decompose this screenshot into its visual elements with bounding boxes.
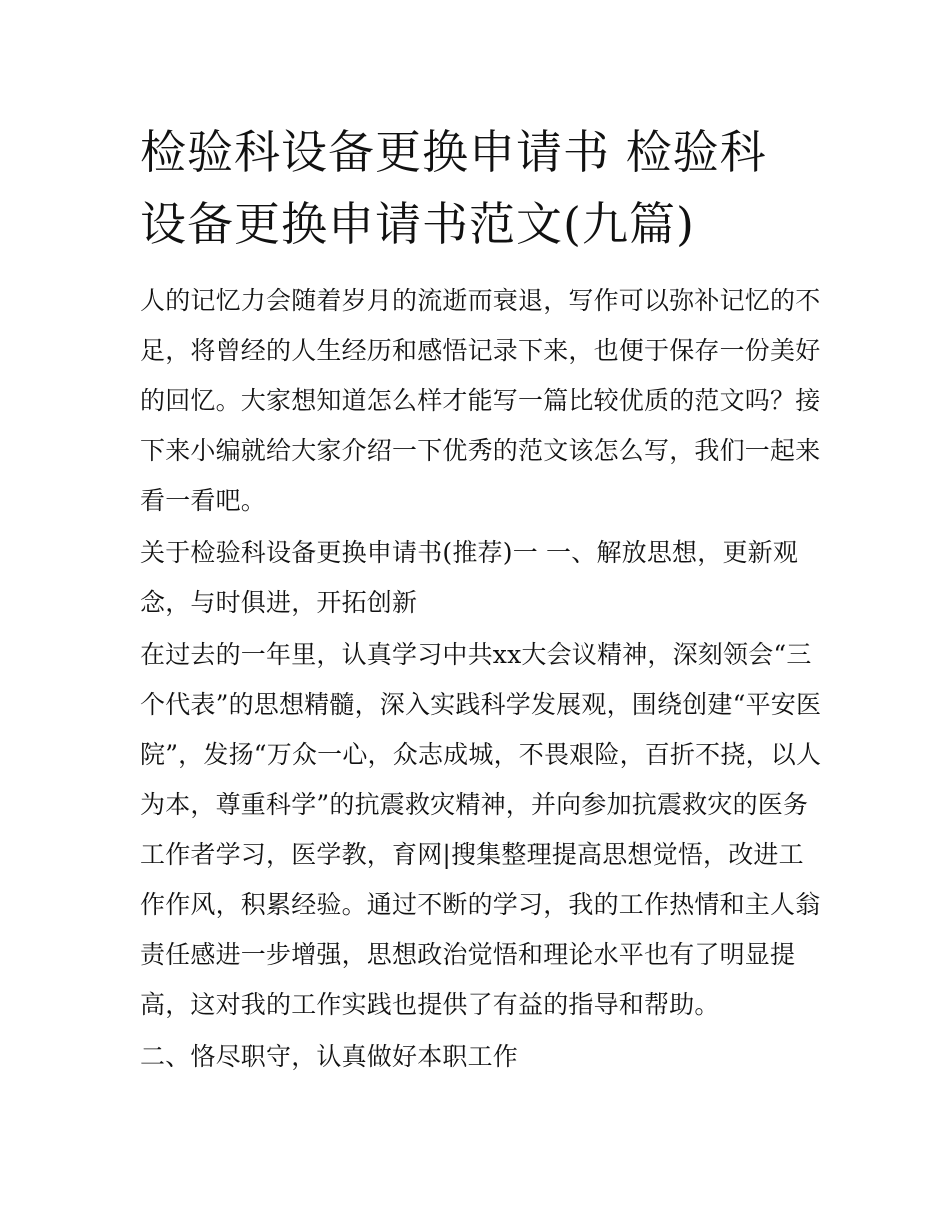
intro-line: 看一看吧。 (140, 486, 267, 515)
intro-line: 足，将曾经的人生经历和感悟记录下来，也便于保存一份美好 (140, 336, 821, 365)
body-line: 个代表”的思想精髓，深入实践科学发展观，围绕创建“平安医 (140, 690, 822, 719)
intro-line: 人的记忆力会随着岁月的流逝而衰退，写作可以弥补记忆的不 (140, 286, 821, 315)
intro-line: 下来小编就给大家介绍一下优秀的范文该怎么写，我们一起来 (140, 436, 821, 465)
title-line: 设备更换申请书范文(九篇) (140, 197, 695, 251)
intro-line: 的回忆。大家想知道怎么样才能写一篇比较优质的范文吗？接 (140, 386, 821, 415)
body-line: 作作风，积累经验。通过不断的学习，我的工作热情和主人翁 (140, 890, 821, 919)
body-line: 院”，发扬“万众一心，众志成城，不畏艰险，百折不挠，以人 (140, 740, 822, 769)
section-heading: 二、恪尽职守，认真做好本职工作 (140, 1042, 519, 1071)
title-line: 检验科设备更换申请书 检验科 (140, 125, 767, 179)
body-line: 高，这对我的工作实践也提供了有益的指导和帮助。 (140, 990, 720, 1019)
section-heading-line: 念，与时俱进，开拓创新 (140, 588, 418, 617)
body-line: 为本，尊重科学”的抗震救灾精神，并向参加抗震救灾的医务 (140, 790, 809, 819)
body-line: 责任感进一步增强，思想政治觉悟和理论水平也有了明显提 (140, 940, 796, 969)
body-line: 工作者学习，医学教，育网|搜集整理提高思想觉悟，改进工 (140, 840, 804, 869)
body-line: 在过去的一年里，认真学习中共xx大会议精神，深刻领会“三 (140, 640, 812, 669)
document-title (140, 116, 820, 260)
section-heading-line: 关于检验科设备更换申请书(推荐)一 一、解放思想，更新观 (140, 538, 799, 567)
